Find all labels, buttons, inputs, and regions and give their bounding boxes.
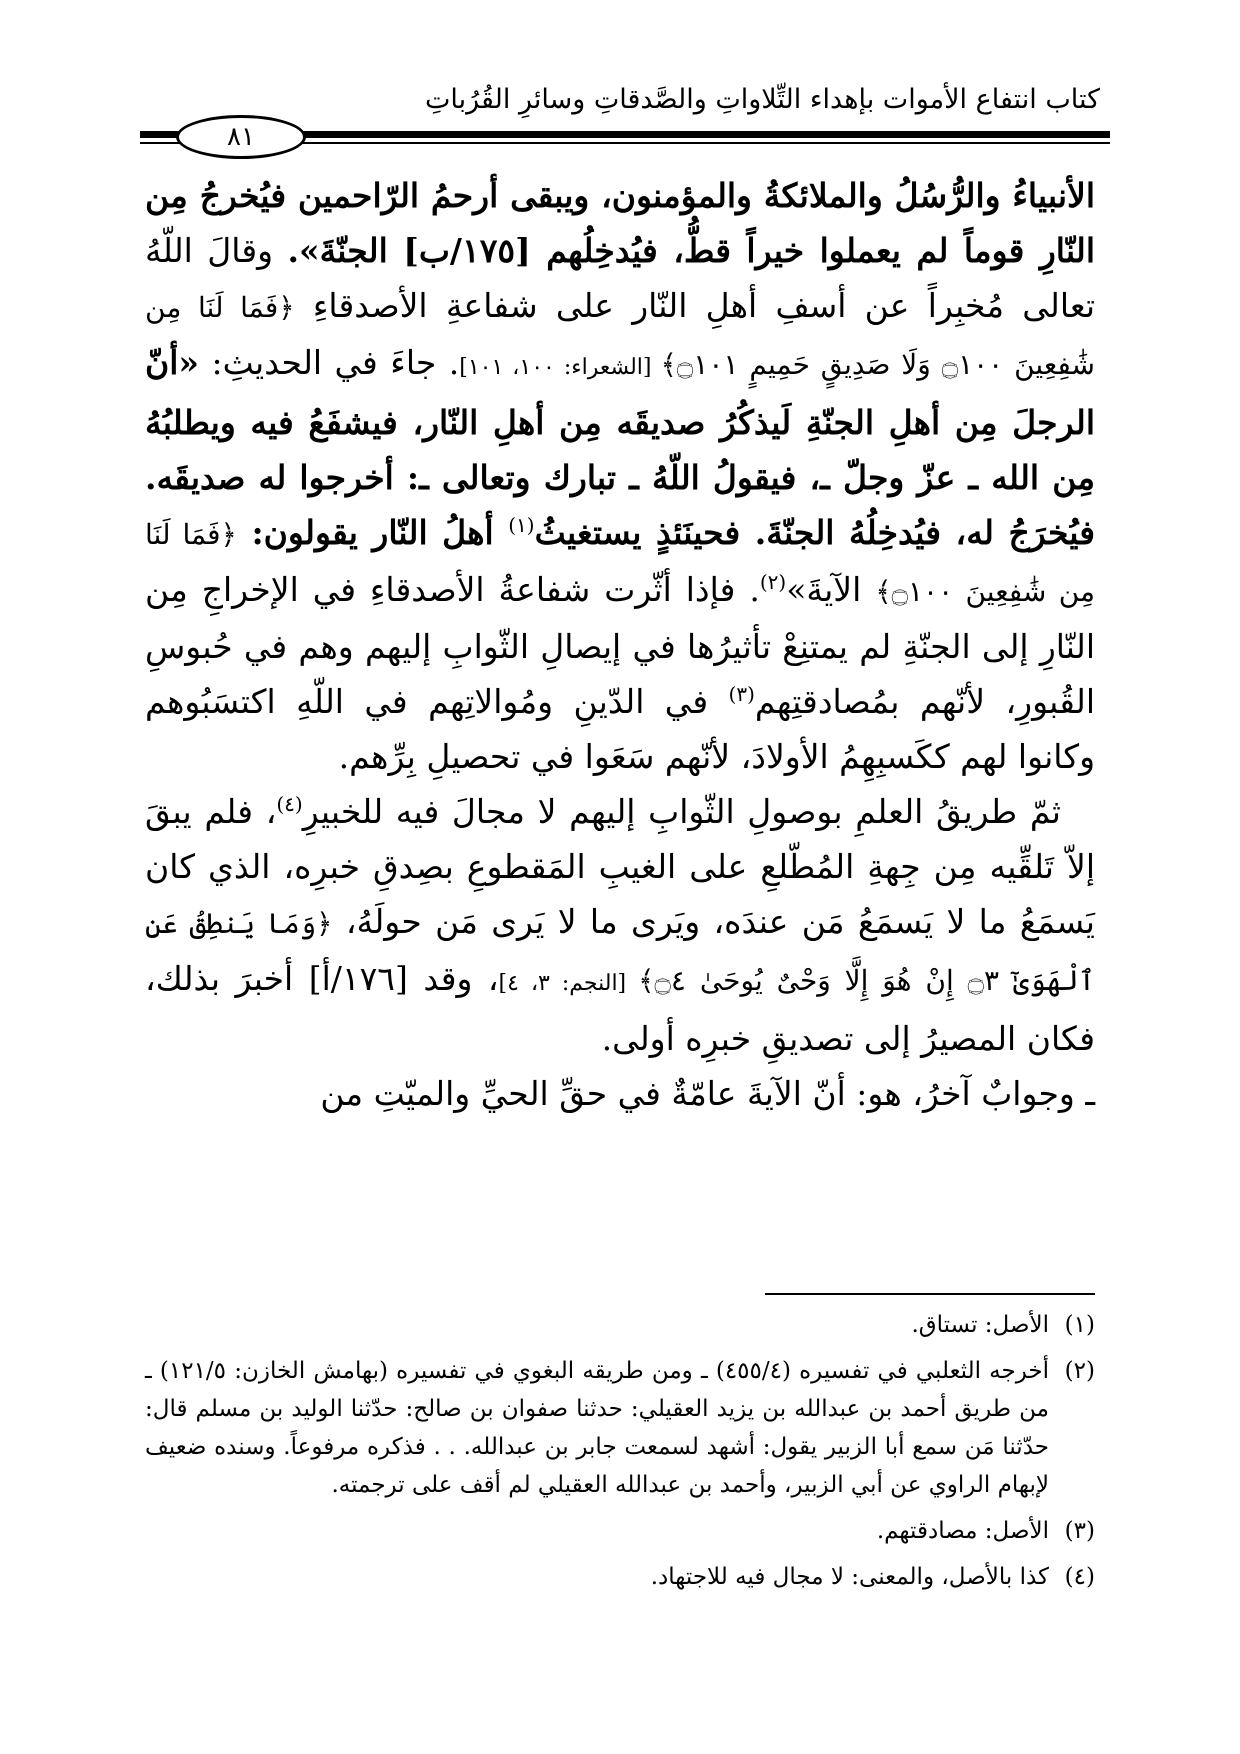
paragraph-2 [145,784,1095,1066]
page-number: ٨١ [176,115,306,159]
verse-reference: [الشعراء: ١٠٠، ١٠١] [459,355,661,380]
text-segment: ، فلم يبقَ إلاّ تَلقِّيه مِن جِهةِ المُطّلعِ على الغيبِ المَقطوعِ بصِدقِ خبرِه، الذي كان يَسمَعُ ما لا يَسمَعُ مَن عندَه، ويَرى ما لا يَرى مَن حولَهُ، [145,792,1095,941]
footnote-text: كذا بالأصل، والمعنى: لا مجال فيه للاجتهاد. [650,1564,1049,1590]
footnotes [145,1306,1095,1604]
footnote-item [145,1352,1095,1504]
verse-reference: [النجم: ٣، ٤] [498,971,639,996]
quran-verse: ﴿وَمَا يَنطِقُ عَنِ ٱلْهَوَىٰٓ ۝٣ إِنْ هُوَ إِلَّا وَحْىٌ يُوحَىٰ ۝٤﴾ [145,907,1096,997]
text-segment: . جاءَ في الحديثِ: [199,343,460,382]
text-segment: ثمّ طريقُ العلمِ بوصولِ الثّوابِ إليهم لا مجالَ فيه للخبيرِ [302,792,1061,831]
quran-verse: ﴿فَمَا لَنَا مِن شَٰفِعِينَ ۝١٠٠﴾ [145,518,1096,608]
footnote-item [145,1512,1095,1550]
main-text [145,168,1095,1121]
paragraph-1 [145,168,1095,784]
footnote-marker[interactable]: (١) [508,513,535,537]
hadith-text: أهلُ النّار يقولون: [236,513,509,552]
running-header-title: كتاب انتفاع الأموات بإهداء التِّلاواتِ والصَّدقاتِ وسائرِ القُرُباتِ [424,84,1100,115]
text-segment: وقالَ اللّهُ تعالى مُخبِراً عن أسفِ أهلِ النّار على شفاعةِ الأصدقاءِ [145,231,1096,325]
footnote-number: (١) [1064,1312,1095,1338]
footnote-item [145,1306,1095,1344]
text-segment: الآيةَ» [786,570,876,609]
footnote-text: أخرجه الثعلبي في تفسيره (٤٥٥/٤) ـ ومن طريقه البغوي في تفسيره (بهامش الخازن: ١٢١/٥) ـ من طريق أحمد بن عبدالله بن يزيد العقيلي: حدثنا صفوان بن صالح: حدّثنا الوليد بن مسلم قال: حدّثنا مَن سمع أبا الزبير يقول: أشهد لسمعت جابر بن عبدالله. . . فذكره مرفوعاً. وسنده ضعيف لإبهام الراوي عن أبي الزبير، وأحمد بن عبدالله العقيلي لم أقف على ترجمته. [145,1358,1050,1498]
hadith-text: «أنّ الرجلَ مِن أهلِ الجنّةِ لَيذكُرُ صديقَه مِن أهلِ النّار، فيشفَعُ فيه ويطلبُهُ مِن الله ـ عزّ وجلّ ـ، فيقولُ اللّهُ ـ تبارك وتعالى ـ: أخرجوا له صديقَه. فيُخرَجُ له، فيُدخِلُهُ الجنّةَ. فحينَئذٍ يستغيثُ [145,343,1095,552]
footnote-number: (٣) [1064,1518,1095,1544]
footnote-marker[interactable]: (٤) [276,792,303,816]
paragraph-3: ـ وجوابٌ آخرُ، هو: أنّ الآيةَ عامّةٌ في حقِّ الحيِّ والميّتِ من [320,1074,1095,1113]
footnote-item [145,1558,1095,1596]
hadith-continuation: الأنبياءُ والرُّسُلُ والملائكةُ والمؤمنون، ويبقى أرحمُ الرّاحمين فيُخرجُ مِن النّارِ قوماً لم يعملوا خيراً قطُّ، فيُدخِلُهم [١٧٥/ب] الجنّةَ». [145,176,1096,270]
quran-verse: ﴿فَمَا لَنَا مِن شَٰفِعِينَ ۝١٠٠ وَلَا صَدِيقٍ حَمِيمٍ ۝١٠١﴾ [145,291,1096,381]
text-segment: في الدّينِ ومُوالاتِهم في اللّهِ اكتسَبُوهم وكانوا لهم ككَسبِهِمُ الأولادَ، لأنّهم سَعَوا في تحصيلِ بِرِّهم. [145,682,1095,776]
footnote-number: (٤) [1064,1564,1095,1590]
text-segment: . فإذا أثّرت شفاعةُ الأصدقاءِ في الإخراجِ مِن النّارِ إلى الجنّةِ لم يمتنِعْ تأثيرُها في إيصالِ الثّوابِ إليهم وهم في حُبوسِ القُبورِ، لأنّهم بمُصادقتِهم [145,570,1096,721]
footnote-text: الأصل: تستاق. [911,1312,1049,1338]
footnote-marker[interactable]: (٣) [728,682,755,706]
text-segment: ، وقد [١٧٦/أ] أخبرَ بذلك، فكان المصيرُ إلى تصديقِ خبرِه أولى. [145,959,1095,1058]
footnote-number: (٢) [1064,1358,1095,1384]
footnote-text: الأصل: مصادقتهم. [876,1518,1049,1544]
footnote-separator [765,1293,1095,1295]
footnote-marker[interactable]: (٢) [759,570,787,594]
